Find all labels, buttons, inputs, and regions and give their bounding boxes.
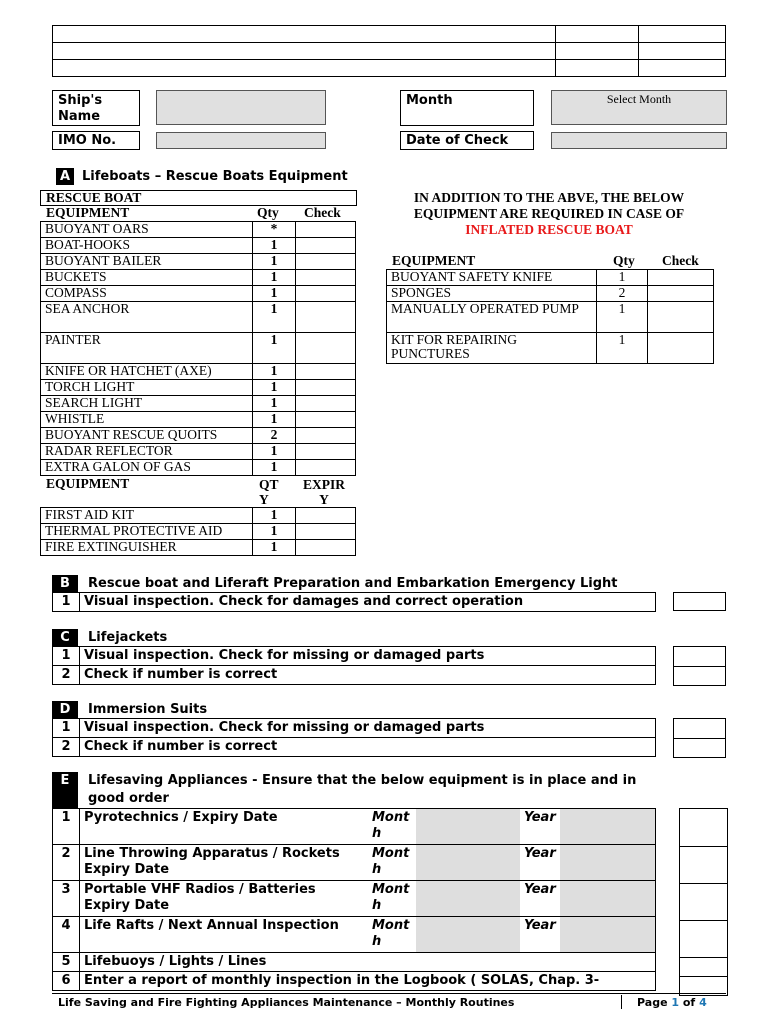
- check-cell[interactable]: [296, 270, 356, 286]
- equipment-name: BUOYANT SAFETY KNIFE: [387, 270, 597, 286]
- equipment-qty: 1: [253, 460, 296, 476]
- section-e-title: Lifesaving Appliances - Ensure that the below equipment is in place and in good order: [88, 773, 637, 806]
- check-cell[interactable]: [648, 333, 714, 364]
- inflated-col-equipment: EQUIPMENT: [392, 253, 476, 268]
- expiry-cell[interactable]: [296, 524, 356, 540]
- top-cell[interactable]: [556, 43, 639, 60]
- check-box[interactable]: [679, 808, 728, 847]
- table-row: [53, 845, 656, 881]
- check-cell[interactable]: [296, 428, 356, 444]
- top-cell[interactable]: [53, 43, 556, 60]
- month-select[interactable]: [551, 90, 727, 125]
- equipment-qty: 2: [597, 286, 648, 302]
- footer-rule: [52, 993, 726, 994]
- table-row: [53, 738, 656, 757]
- row-number: 2: [53, 738, 80, 757]
- table-row: [41, 444, 356, 460]
- equipment-name: KNIFE OR HATCHET (AXE): [41, 364, 253, 380]
- equipment-name: SPONGES: [387, 286, 597, 302]
- row-number: 2: [53, 666, 80, 685]
- equipment-name: THERMAL PROTECTIVE AID: [41, 524, 253, 540]
- ships-name-text: Ship's Name: [58, 93, 103, 124]
- check-box[interactable]: [679, 958, 728, 977]
- section-d-title: Immersion Suits: [88, 702, 208, 717]
- inflated-col-check: Check: [662, 253, 699, 268]
- table-row: [387, 333, 714, 364]
- rescue-boat-table: [40, 190, 357, 556]
- check-cell[interactable]: [296, 333, 356, 364]
- year-field[interactable]: [560, 881, 656, 917]
- table-row: [53, 719, 656, 738]
- col-check-header: Check: [304, 205, 341, 220]
- check-cell[interactable]: [648, 286, 714, 302]
- year-field[interactable]: [560, 845, 656, 881]
- equipment-qty: 1: [253, 364, 296, 380]
- inflated-header: [386, 254, 714, 269]
- year-label: Year: [520, 917, 560, 953]
- month-select-value: Select Month: [606, 92, 672, 106]
- table-row: [41, 396, 356, 412]
- check-box[interactable]: [673, 667, 726, 686]
- check-cell[interactable]: [296, 364, 356, 380]
- table-row: [41, 286, 356, 302]
- col2-qty-header: QTY: [259, 477, 279, 507]
- row-number: 3: [53, 881, 80, 917]
- equipment-qty: 1: [253, 444, 296, 460]
- month-label: Month: [368, 881, 416, 917]
- rescue-boat-items-2: [40, 507, 356, 556]
- year-label: Year: [520, 881, 560, 917]
- row-text: Lifebuoys / Lights / Lines: [80, 953, 656, 972]
- table-row: [387, 302, 714, 333]
- check-box[interactable]: [673, 739, 726, 758]
- inflated-col-qty: Qty: [613, 253, 635, 268]
- check-cell[interactable]: [296, 380, 356, 396]
- equipment-name: SEA ANCHOR: [41, 302, 253, 333]
- section-d-letter: D: [52, 701, 78, 718]
- second-equipment-header: [40, 476, 357, 507]
- row-number: 1: [53, 647, 80, 666]
- footer-title: Life Saving and Fire Fighting Appliances Maintenance – Monthly Routines: [58, 996, 515, 1009]
- equipment-name: MANUALLY OPERATED PUMP: [387, 302, 597, 333]
- row-number: 1: [53, 719, 80, 738]
- ships-name-label: [52, 90, 140, 126]
- top-cell[interactable]: [639, 43, 726, 60]
- imo-label: [52, 131, 140, 150]
- table-row: [53, 881, 656, 917]
- equipment-name: BOAT-HOOKS: [41, 238, 253, 254]
- table-row: [53, 593, 656, 612]
- equipment-qty: *: [253, 222, 296, 238]
- check-box[interactable]: [679, 847, 728, 884]
- table-row: [41, 364, 356, 380]
- col2-expiry-header: EXPIRY: [302, 477, 345, 507]
- imo-field[interactable]: [156, 132, 326, 149]
- equipment-name: BUOYANT OARS: [41, 222, 253, 238]
- check-cell[interactable]: [296, 286, 356, 302]
- table-row: [41, 270, 356, 286]
- top-cell[interactable]: [53, 60, 556, 77]
- check-cell[interactable]: [648, 270, 714, 286]
- check-box[interactable]: [673, 718, 726, 739]
- section-d-rows: [52, 718, 656, 757]
- top-cell[interactable]: [639, 60, 726, 77]
- footer-page: [637, 996, 707, 1009]
- table-row: [53, 809, 656, 845]
- section-b-check-box[interactable]: [673, 592, 726, 611]
- equipment-name: BUOYANT BAILER: [41, 254, 253, 270]
- month-label-text: Month: [406, 93, 453, 108]
- equipment-name: PAINTER: [41, 333, 253, 364]
- equipment-name: FIRE EXTINGUISHER: [41, 540, 253, 556]
- row-text: Check if number is correct: [80, 666, 656, 685]
- equipment-qty: 1: [253, 286, 296, 302]
- check-cell[interactable]: [296, 222, 356, 238]
- section-c-title: Lifejackets: [88, 630, 168, 645]
- section-b-title: Rescue boat and Liferaft Preparation and Embarkation Emergency Light: [88, 576, 618, 591]
- row-number: 4: [53, 917, 80, 953]
- equipment-name: BUCKETS: [41, 270, 253, 286]
- section-b-rows: [52, 592, 656, 612]
- row-text: Visual inspection. Check for damages and correct operation: [80, 593, 656, 612]
- equipment-qty: 1: [253, 302, 296, 333]
- table-row: [41, 412, 356, 428]
- row-text: Pyrotechnics / Expiry Date: [80, 809, 369, 845]
- year-label: Year: [520, 845, 560, 881]
- equipment-qty: 1: [253, 238, 296, 254]
- page-word: Page: [637, 996, 668, 1009]
- date-of-check-text: Date of Check: [406, 133, 509, 148]
- month-field[interactable]: [416, 917, 520, 953]
- table-row: [41, 238, 356, 254]
- row-number: 5: [53, 953, 80, 972]
- table-row: [41, 524, 356, 540]
- table-row: [53, 917, 656, 953]
- equipment-qty: 1: [597, 333, 648, 364]
- row-text: Visual inspection. Check for missing or damaged parts: [80, 647, 656, 666]
- inflated-note-red: INFLATED RESCUE BOAT: [465, 222, 633, 237]
- ships-name-field[interactable]: [156, 90, 326, 125]
- month-label: Month: [368, 845, 416, 881]
- inflated-note: [384, 190, 714, 238]
- check-cell[interactable]: [296, 396, 356, 412]
- equipment-name: WHISTLE: [41, 412, 253, 428]
- rescue-boat-header: [40, 206, 357, 221]
- table-row: [41, 222, 356, 238]
- table-row: [387, 286, 714, 302]
- page-total: 4: [699, 996, 707, 1009]
- row-text: Line Throwing Apparatus / Rockets Expiry Date: [80, 845, 369, 881]
- top-cell[interactable]: [53, 26, 556, 43]
- section-e-letter: E: [52, 772, 78, 808]
- table-row: [41, 428, 356, 444]
- section-c-check-boxes: [673, 646, 726, 686]
- imo-label-text: IMO No.: [58, 133, 117, 148]
- expiry-cell[interactable]: [296, 540, 356, 556]
- row-text: Life Rafts / Next Annual Inspection: [80, 917, 369, 953]
- equipment-qty: 1: [253, 524, 296, 540]
- rescue-boat-items: [40, 221, 356, 476]
- top-cell[interactable]: [556, 60, 639, 77]
- equipment-qty: 1: [253, 270, 296, 286]
- row-number: 1: [53, 593, 80, 612]
- table-row: [41, 333, 356, 364]
- section-c-letter: C: [52, 629, 78, 646]
- section-e-rows: [52, 808, 656, 991]
- section-d-check-boxes: [673, 718, 726, 758]
- row-number: 2: [53, 845, 80, 881]
- month-label: Month: [368, 917, 416, 953]
- check-cell[interactable]: [296, 254, 356, 270]
- section-a-title: Lifeboats – Rescue Boats Equipment: [82, 169, 348, 184]
- section-e-check-boxes: [679, 808, 728, 996]
- row-number: 6: [53, 972, 80, 991]
- check-box[interactable]: [679, 884, 728, 921]
- row-number: 1: [53, 809, 80, 845]
- equipment-qty: 1: [253, 540, 296, 556]
- table-row: [41, 540, 356, 556]
- inflated-items: [386, 269, 714, 364]
- inflated-note-line2: EQUIPMENT ARE REQUIRED IN CASE OF: [413, 206, 685, 221]
- check-box[interactable]: [679, 921, 728, 958]
- section-a-letter: A: [56, 168, 74, 185]
- col-qty-header: Qty: [257, 205, 279, 220]
- equipment-name: RADAR REFLECTOR: [41, 444, 253, 460]
- table-row: [41, 302, 356, 333]
- col-equipment-header: EQUIPMENT: [46, 205, 130, 220]
- equipment-qty: 2: [253, 428, 296, 444]
- month-label: Month: [368, 809, 416, 845]
- col2-equipment-header: EQUIPMENT: [46, 476, 130, 491]
- equipment-name: COMPASS: [41, 286, 253, 302]
- year-field[interactable]: [560, 809, 656, 845]
- section-c-rows: [52, 646, 656, 685]
- equipment-qty: 1: [253, 380, 296, 396]
- month-field[interactable]: [416, 845, 520, 881]
- check-box[interactable]: [673, 646, 726, 667]
- top-header-table: [52, 25, 726, 77]
- table-row: [41, 254, 356, 270]
- table-row: [41, 460, 356, 476]
- year-field[interactable]: [560, 917, 656, 953]
- row-text: Portable VHF Radios / Batteries Expiry Date: [80, 881, 369, 917]
- table-row: [53, 953, 656, 972]
- month-field[interactable]: [416, 881, 520, 917]
- check-cell[interactable]: [296, 238, 356, 254]
- check-cell[interactable]: [296, 412, 356, 428]
- expiry-cell[interactable]: [296, 508, 356, 524]
- date-of-check-label: [400, 131, 534, 150]
- table-row: [387, 270, 714, 286]
- page-number: 1: [671, 996, 680, 1009]
- footer-divider: [621, 995, 622, 1009]
- inflated-note-line1: IN ADDITION TO THE ABVE, THE BELOW: [413, 190, 685, 205]
- equipment-name: FIRST AID KIT: [41, 508, 253, 524]
- year-label: Year: [520, 809, 560, 845]
- section-b-letter: B: [52, 575, 78, 592]
- table-row: [53, 647, 656, 666]
- rescue-boat-title: RESCUE BOAT: [40, 190, 357, 206]
- table-row: [41, 508, 356, 524]
- month-label: [400, 90, 534, 126]
- check-cell[interactable]: [296, 302, 356, 333]
- top-cell[interactable]: [556, 26, 639, 43]
- equipment-qty: 1: [253, 508, 296, 524]
- top-cell[interactable]: [639, 26, 726, 43]
- check-cell[interactable]: [648, 302, 714, 333]
- check-cell[interactable]: [296, 460, 356, 476]
- equipment-name: SEARCH LIGHT: [41, 396, 253, 412]
- row-text: Enter a report of monthly inspection in the Logbook ( SOLAS, Chap. 3-: [80, 972, 656, 991]
- equipment-name: TORCH LIGHT: [41, 380, 253, 396]
- check-cell[interactable]: [296, 444, 356, 460]
- equipment-qty: 1: [253, 412, 296, 428]
- equipment-qty: 1: [253, 254, 296, 270]
- equipment-name: BUOYANT RESCUE QUOITS: [41, 428, 253, 444]
- table-row: [53, 972, 656, 991]
- equipment-qty: 1: [253, 396, 296, 412]
- table-row: [41, 380, 356, 396]
- month-field[interactable]: [416, 809, 520, 845]
- top-header-grid: [52, 25, 726, 77]
- equipment-qty: 1: [597, 270, 648, 286]
- inflated-table: [386, 254, 714, 364]
- table-row: [53, 666, 656, 685]
- date-of-check-field[interactable]: [551, 132, 727, 149]
- row-text: Visual inspection. Check for missing or damaged parts: [80, 719, 656, 738]
- equipment-qty: 1: [597, 302, 648, 333]
- of-word: of: [682, 996, 696, 1009]
- equipment-name: KIT FOR REPAIRING PUNCTURES: [387, 333, 597, 364]
- row-text: Check if number is correct: [80, 738, 656, 757]
- equipment-name: EXTRA GALON OF GAS: [41, 460, 253, 476]
- equipment-qty: 1: [253, 333, 296, 364]
